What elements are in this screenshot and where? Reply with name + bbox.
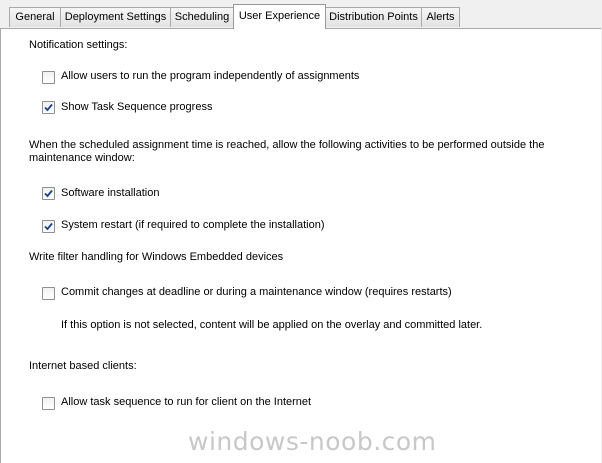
maintenance-heading-line2: maintenance window: [29,152,135,164]
tab-alerts[interactable]: Alerts [421,7,460,27]
allow-internet-label[interactable]: Allow task sequence to run for client on the Internet [61,396,312,408]
write-filter-note: If this option is not selected, content will be applied on the overlay and committed later. [61,319,483,331]
checkmark-icon [44,189,53,198]
system-restart-checkbox[interactable] [42,220,55,233]
tab-strip [0,0,602,28]
tab-general[interactable]: General [9,7,61,27]
tab-scheduling[interactable]: Scheduling [170,7,234,27]
allow-independent-label[interactable]: Allow users to run the program independently of assignments [61,70,360,82]
allow-internet-checkbox[interactable] [42,397,55,410]
checkmark-icon [44,103,53,112]
allow-independent-checkbox[interactable] [42,71,55,84]
watermark: windows-noob.com [188,427,437,456]
show-progress-label[interactable]: Show Task Sequence progress [61,101,213,113]
software-installation-label[interactable]: Software installation [61,187,160,199]
notification-settings-heading: Notification settings: [29,39,128,51]
checkmark-icon [44,222,53,231]
write-filter-heading: Write filter handling for Windows Embedded devices [29,251,284,263]
software-installation-checkbox[interactable] [42,187,55,200]
commit-changes-checkbox[interactable] [42,287,55,300]
tab-distribution-points[interactable]: Distribution Points [325,7,422,27]
internet-clients-heading: Internet based clients: [29,360,137,372]
system-restart-label[interactable]: System restart (if required to complete the installation) [61,219,325,231]
show-progress-checkbox[interactable] [42,101,55,114]
tab-user-experience[interactable]: User Experience [233,4,326,29]
tab-deployment-settings[interactable]: Deployment Settings [60,7,171,27]
commit-changes-label[interactable]: Commit changes at deadline or during a maintenance window (requires restarts) [61,286,452,298]
maintenance-heading-line1: When the scheduled assignment time is reached, allow the following activities to be performed outside the [29,139,545,151]
